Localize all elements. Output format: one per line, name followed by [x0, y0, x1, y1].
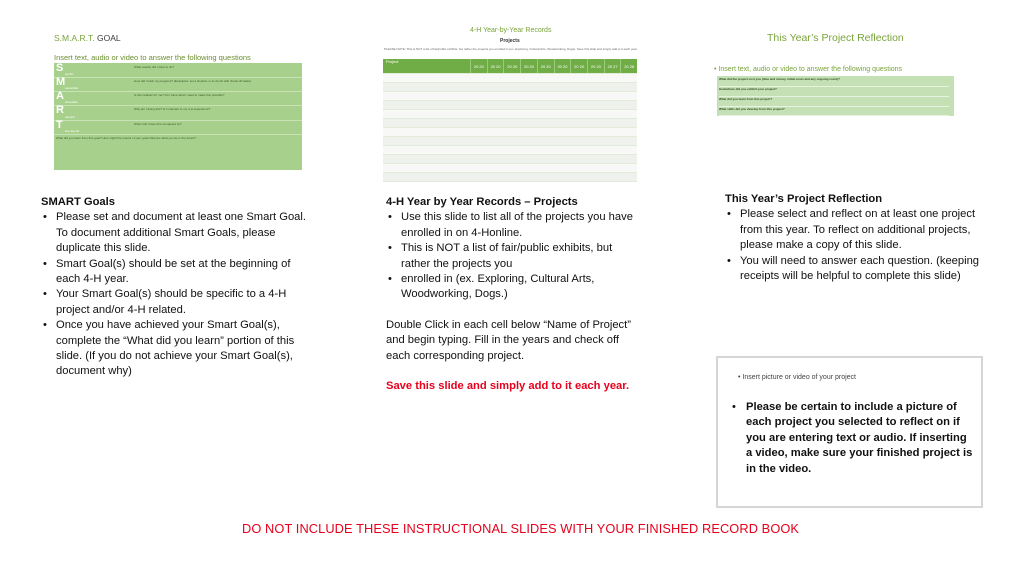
list-item: • This is NOT a list of fair/public exhibits, but rather the projects you [386, 241, 641, 272]
smart-letter: A [56, 90, 64, 102]
smart-question: How will I track my progress? (Examples: set a timeline or to-do list with check-off tasks) [134, 79, 251, 83]
smart-letter: T [56, 119, 63, 131]
year-column-header: 20 27 [604, 59, 621, 74]
list-item: • Use this slide to list all of the projects you have enrolled in on 4-Honline. [386, 210, 641, 241]
smart-row-t [54, 120, 302, 135]
records-table-header [383, 59, 637, 74]
smart-letter: M [56, 76, 66, 88]
smart-word: easurable [65, 86, 79, 90]
list-item: • Please select and reflect on at least one project from this year. To reflect on additional projects, please make a copy of this slide. [725, 207, 980, 253]
table-row[interactable] [383, 92, 637, 101]
records-thumb-note: PLEASE NOTE: This is NOT a list of fair/public exhibits, but rather the projects you enrolled in (ex. Exploring, Cultural Arts, Woodworking, Dogs). Save this slide and simply add to it each year. [384, 47, 638, 51]
smart-letter: R [56, 104, 64, 116]
smart-title-prefix: S.M.A.R.T. [54, 33, 95, 43]
smart-row-r [54, 105, 302, 121]
year-column-header: 20 20 [537, 59, 554, 74]
records-heading: 4-H Year by Year Records – Projects [386, 196, 578, 208]
reflection-thumb-subtitle: • Insert text, audio or video to answer the following questions [714, 66, 903, 73]
reflection-heading: This Year’s Project Reflection [725, 193, 883, 205]
table-row[interactable] [383, 164, 637, 173]
table-row[interactable] [383, 146, 637, 155]
year-column-header: 20 28 [621, 59, 637, 74]
project-picture-box[interactable] [716, 356, 983, 508]
smart-goal-thumb-subtitle: Insert text, audio or video to answer the following questions [54, 53, 251, 62]
project-column-header: Project [383, 59, 471, 74]
smart-word: ime-bound [65, 129, 80, 133]
table-row[interactable] [383, 74, 637, 83]
save-slide-note: Save this slide and simply add to it each year. [386, 380, 630, 393]
reflection-question: What did the project cost you (time and money, initial costs and any ongoing costs)? [719, 77, 949, 87]
smart-question: What exactly did I want to do? [134, 65, 175, 69]
smart-row-a [54, 91, 302, 106]
records-projects-table[interactable] [383, 59, 637, 182]
list-item: • Smart Goal(s) should be set at the beginning of each 4-H year. [41, 257, 306, 288]
table-row[interactable] [383, 110, 637, 119]
table-row[interactable] [383, 128, 637, 137]
smart-question: Is this realistic for me? Do I have what I need to make this possible? [134, 93, 225, 97]
smart-goals-heading: SMART Goals [41, 196, 115, 208]
year-column-header: 20 20 [521, 59, 538, 74]
smart-row-m [54, 77, 302, 92]
reflection-thumb-title: This Year’s Project Reflection [767, 32, 904, 44]
reflection-questions-panel[interactable] [717, 76, 954, 116]
reflection-question: What skills did you develop from this project? [719, 107, 949, 116]
table-row[interactable] [383, 137, 637, 146]
smart-word: elevant [65, 115, 75, 119]
smart-title-suffix: GOAL [94, 33, 121, 43]
smart-goal-thumb-title [54, 33, 121, 43]
reflection-instructions [725, 192, 980, 284]
reflection-list [725, 207, 980, 284]
records-thumb-title: 4-H Year-by-Year Records [470, 27, 552, 34]
list-item: • Please be certain to include a picture of each project you selected to reflect on if you are entering text or audio. If inserting a video, make sure your finished project is in the video. [730, 400, 975, 477]
smart-goal-panel[interactable] [54, 63, 302, 170]
reflection-question: How/where did you exhibit your project? [719, 87, 949, 97]
smart-goals-instructions [41, 195, 306, 380]
year-column-header: 20 20 [471, 59, 488, 74]
list-item: • Once you have achieved your Smart Goal(s), complete the “What did you learn” portion of this slide. (If you do not achieve your Smart Goal(s), document why) [41, 318, 306, 380]
list-item: • Please set and document at least one Smart Goal. To document additional Smart Goals, please duplicate this slide. [41, 210, 306, 256]
reflection-question: What did you learn from this project? [719, 97, 949, 107]
smart-word: pecific [65, 72, 74, 76]
picture-box-hint: • Insert picture or video of your project [738, 374, 857, 381]
footer-warning: DO NOT INCLUDE THESE INSTRUCTIONAL SLIDES WITH YOUR FINISHED RECORD BOOK [242, 521, 800, 536]
smart-learn-question: What did you learn from this goal? How might the results of your goal influence what you do in the future? [56, 136, 196, 140]
year-column-header: 20 20 [554, 59, 571, 74]
table-row[interactable] [383, 155, 637, 164]
smart-word: chievable [65, 100, 78, 104]
records-thumb-projects-heading: Projects [500, 38, 520, 44]
records-list [386, 210, 641, 302]
list-item: • You will need to answer each question. (keeping receipts will be helpful to complete this slide) [725, 254, 980, 285]
year-column-header: 20 20 [487, 59, 504, 74]
smart-row-s [54, 63, 302, 78]
table-row[interactable] [383, 173, 637, 182]
table-row[interactable] [383, 83, 637, 92]
year-column-header: 20 20 [571, 59, 588, 74]
smart-question: Why am I doing this? Is it relevant to my 4-H experience? [134, 107, 211, 111]
records-instructions [386, 195, 641, 394]
table-row[interactable] [383, 101, 637, 110]
list-item: • enrolled in (ex. Exploring, Cultural Arts, Woodworking, Dogs.) [386, 272, 641, 303]
table-row[interactable] [383, 119, 637, 128]
picture-box-list [730, 400, 975, 477]
year-column-header: 20 20 [588, 59, 605, 74]
year-column-header: 20 20 [504, 59, 521, 74]
list-item: • Your Smart Goal(s) should be specific to a 4-H project and/or 4-H related. [41, 287, 306, 318]
records-paragraph: Double Click in each cell below “Name of Project” and begin typing. Fill in the years and check off each corresponding project. [386, 318, 631, 362]
smart-question: When will I have this completed by? [134, 122, 182, 126]
smart-letter: S [56, 62, 64, 74]
smart-goals-list [41, 210, 306, 379]
